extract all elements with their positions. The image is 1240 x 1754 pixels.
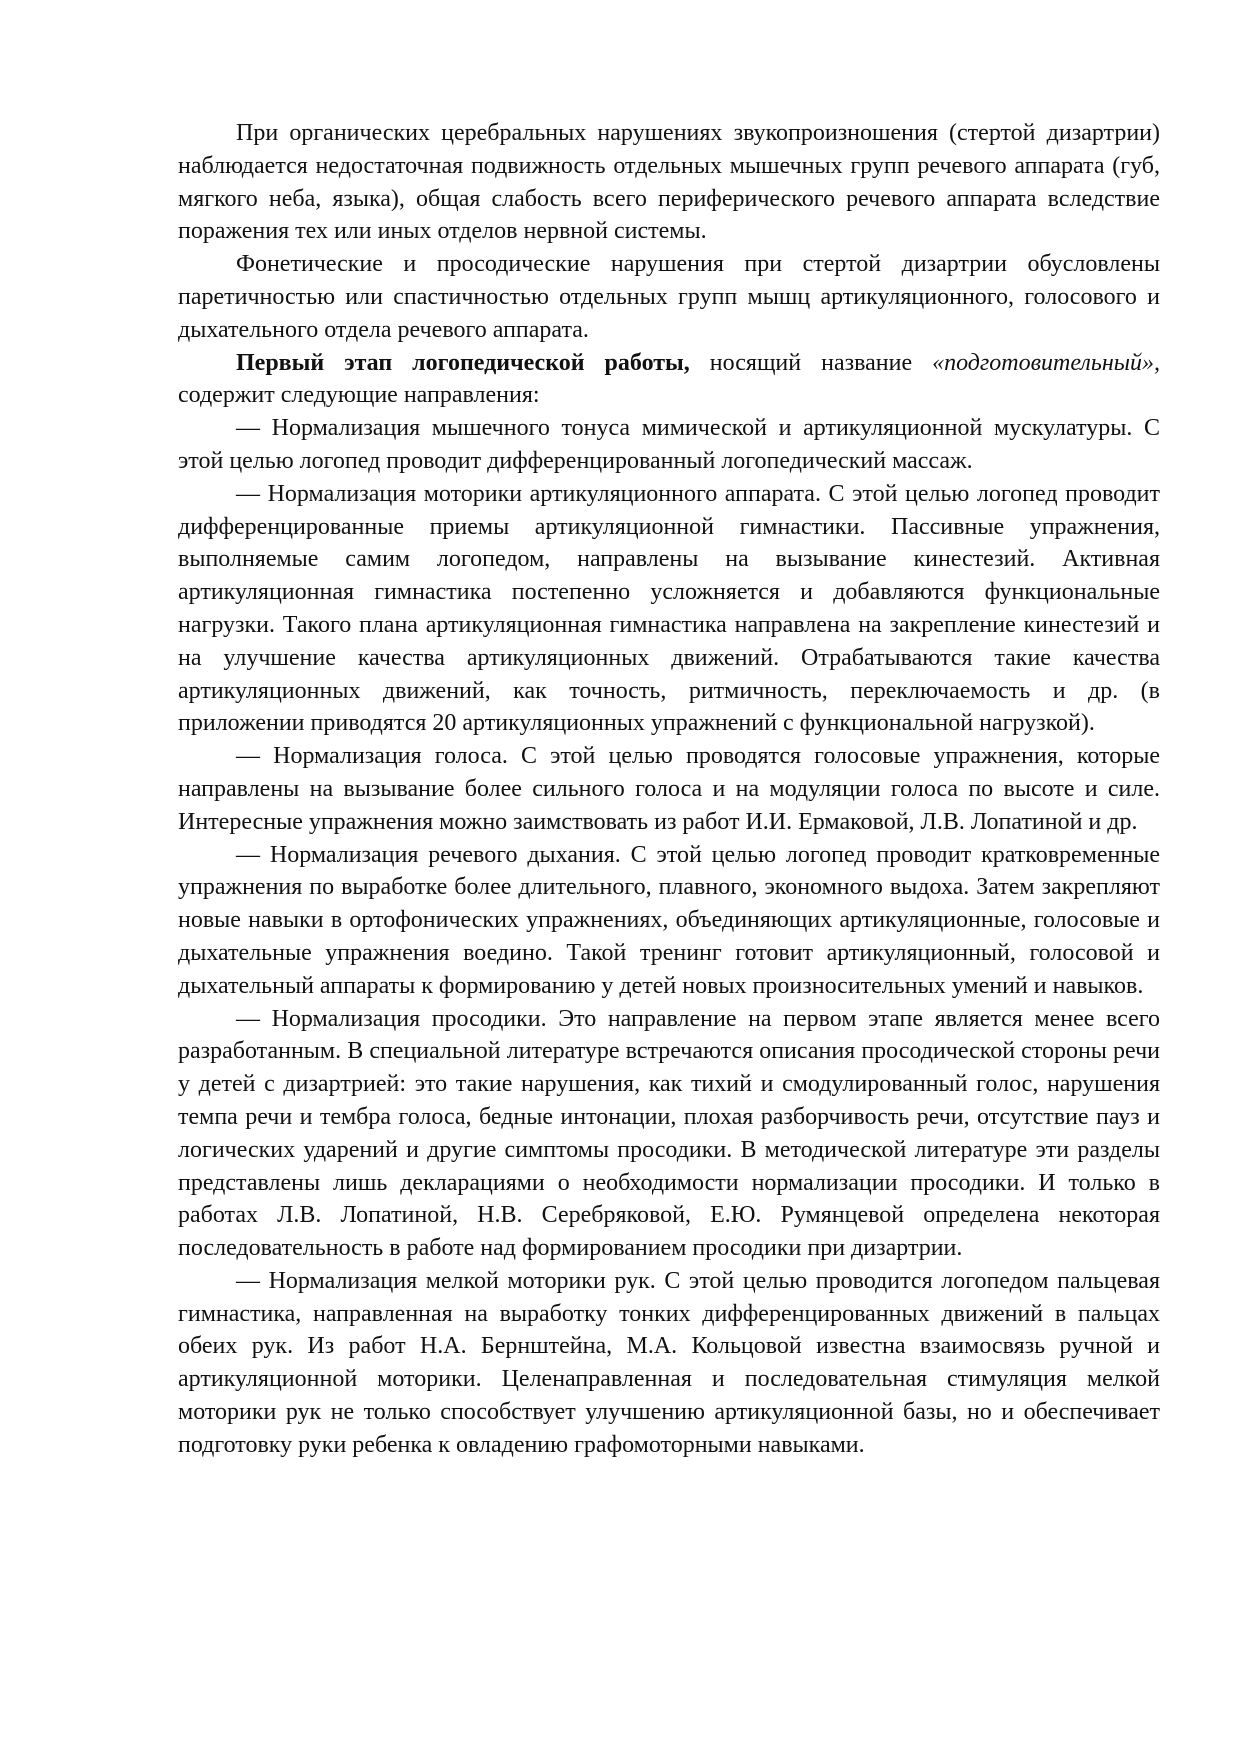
document-page [178, 117, 1160, 1462]
first-stage-heading: Первый этап логопедической работы, [236, 349, 690, 376]
paragraph-articulation-motorics: — Нормализация моторики артикуляционного аппарата. С этой целью логопед проводит дифференцированные приемы артикуляционной гимнастики. Пассивные упражнения, выполняемые самим логопедом, направлены на вызывание кинестезий. Активная артикуляционная гимнастика постепенно усложняется и добавляются функциональные нагрузки. Такого плана артикуляционная гимнастика направлена на закрепление кинестезий и на улучшение качества артикуляционных движений. Отрабатываются такие качества артикуляционных движений, как точность, ритмичность, переключаемость и др. (в приложении приводятся 20 артикуляционных упражнений с функциональной нагрузкой). [178, 480, 1160, 737]
paragraph-voice: — Нормализация голоса. С этой целью проводятся голосовые упражнения, которые направлены на вызывание более сильного голоса и на модуляции голоса по высоте и силе. Интересные упражнения можно заимствовать из работ И.И. Ермаковой, Л.В. Лопатиной и др. [178, 743, 1160, 835]
paragraph-first-stage [178, 347, 1160, 413]
first-stage-name: «подготовительный», [932, 349, 1160, 376]
first-stage-middle: носящий название [689, 349, 933, 376]
paragraph-fine-motor-skills: — Нормализация мелкой моторики рук. С этой целью проводится логопедом пальцевая гимнастика, направленная на выработку тонких дифференцированных движений в пальцах обеих рук. Из работ Н.А. Бернштейна, М.А. Кольцовой известна взаимосвязь ручной и артикуляционной моторики. Целенаправленная и последовательная стимуляция мелкой моторики рук не только способствует улучшению артикуляционной базы, но и обеспечивает подготовку руки ребенка к овладению графомоторными навыками. [178, 1267, 1160, 1458]
paragraph-muscle-tone: — Нормализация мышечного тонуса мимической и артикуляционной мускулатуры. С этой целью логопед проводит дифференцированный логопедический массаж. [178, 415, 1160, 474]
paragraph-phonetic-prosodic: Фонетические и просодические нарушения при стертой дизартрии обусловлены паретичностью или спастичностью отдельных групп мышц артикуляционного, голосового и дыхательного отдела речевого аппарата. [178, 251, 1160, 343]
paragraph-organic-disorders: При органических церебральных нарушениях звукопроизношения (стертой дизартрии) наблюдается недостаточная подвижность отдельных мышечных групп речевого аппарата (губ, мягкого неба, языка), общая слабость всего периферического речевого аппарата вследствие поражения тех или иных отделов нервной системы. [178, 120, 1160, 245]
paragraph-prosody: — Нормализация просодики. Это направление на первом этапе является менее всего разработанным. В специальной литературе встречаются описания просодической стороны речи у детей с дизартрией: это такие нарушения, как тихий и смодулированный голос, нарушения темпа речи и тембра голоса, бедные интонации, плохая разборчивость речи, отсутствие пауз и логических ударений и другие симптомы просодики. В методической литературе эти разделы представлены лишь декларациями о необходимости нормализации просодики. И только в работах Л.В. Лопатиной, Н.В. Серебряковой, Е.Ю. Румянцевой определена некоторая последовательность в работе над формированием просодики при дизартрии. [178, 1005, 1160, 1262]
first-stage-end: содержит следующие направления: [178, 382, 540, 409]
paragraph-speech-breathing: — Нормализация речевого дыхания. С этой целью логопед проводит кратковременные упражнения по выработке более длительного, плавного, экономного выдоха. Затем закрепляют новые навыки в ортофонических упражнениях, объединяющих артикуляционные, голосовые и дыхательные упражнения воедино. Такой тренинг готовит артикуляционный, голосовой и дыхательный аппараты к формированию у детей новых произносительных умений и навыков. [178, 841, 1160, 999]
